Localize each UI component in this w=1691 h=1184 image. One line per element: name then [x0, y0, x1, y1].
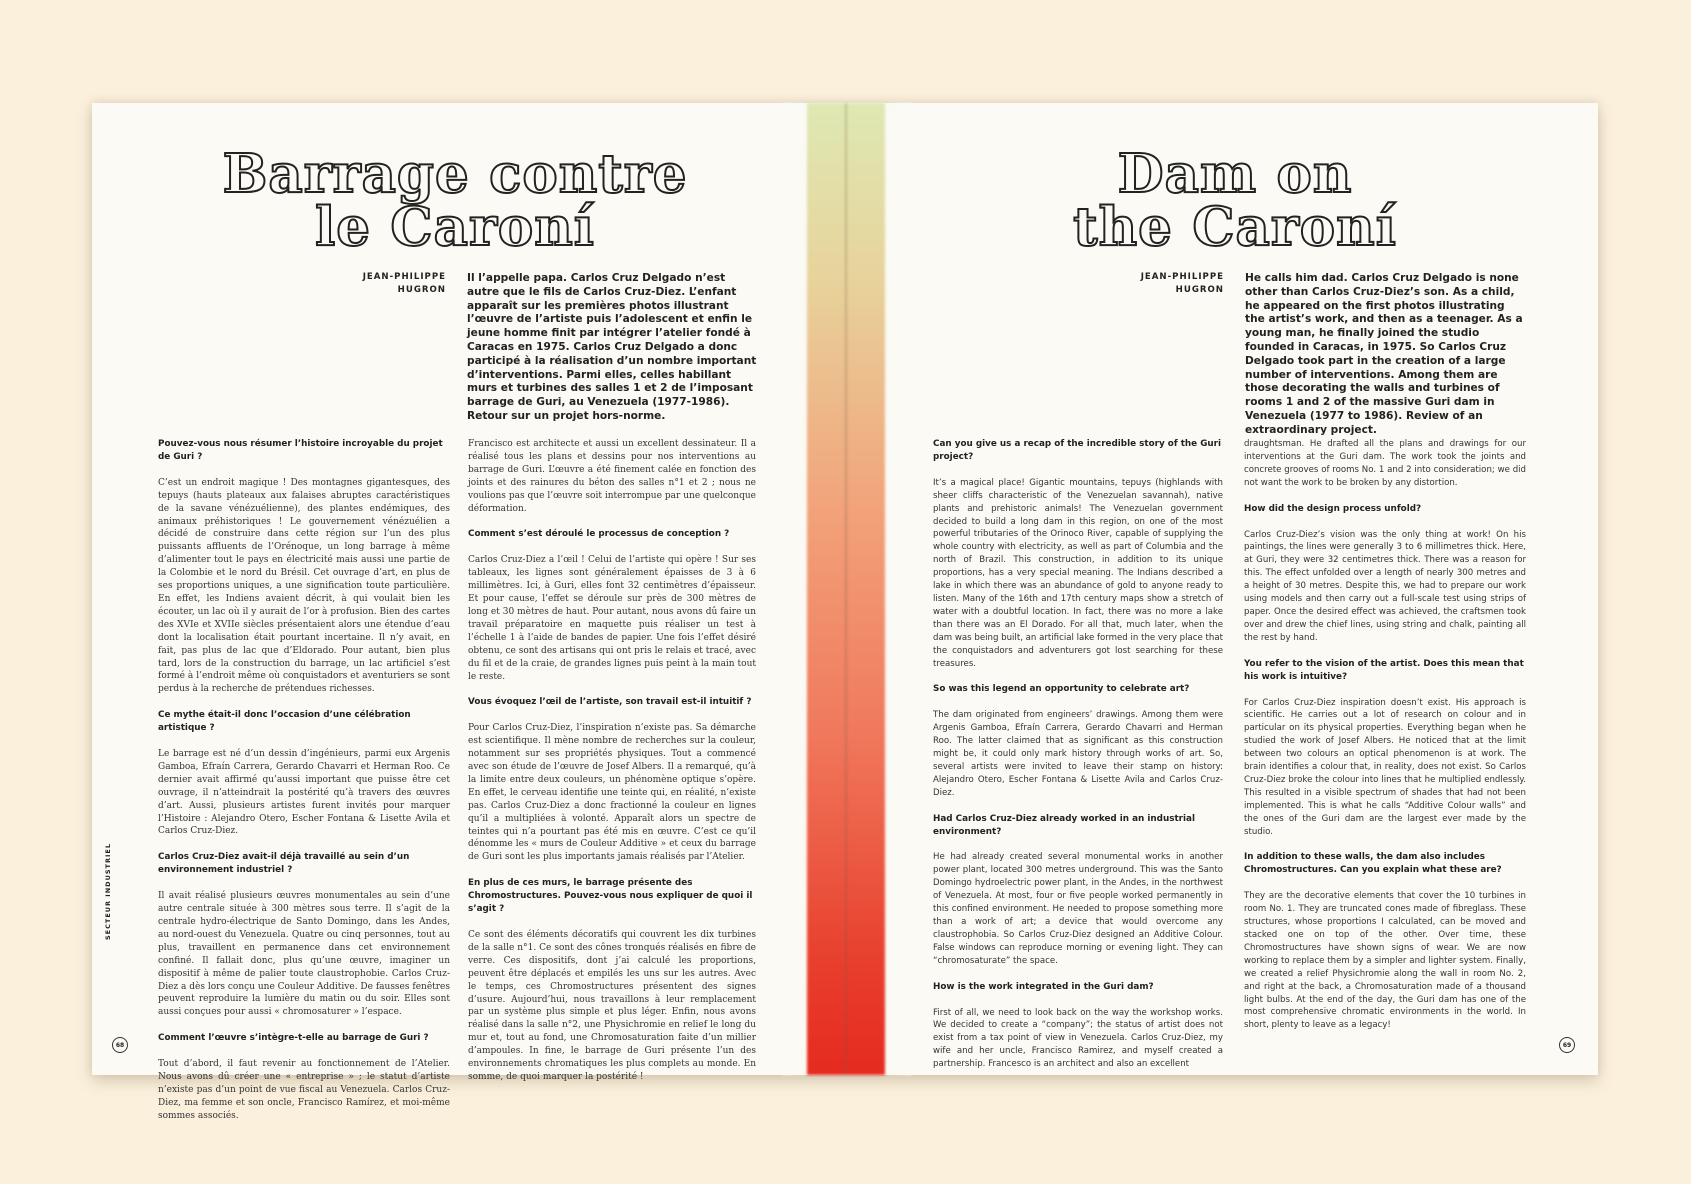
interview-answer: They are the decorative elements that cover the 10 turbines in room No. 1. They are truncated cones made of fibreglass. These structures, whose proportions I calculated, can be moved and stacked one on top of the other. Over time, these Chromostructures have shown signs of wear. We are now working to replace them by a simpler and lighter system. Finally, we created a relief Physichromie along the wall in room No. 2, and right at the back, a Chromosaturation made of a thousand light bulbs. At the end of the day, the Guri dam has one of the most comprehensive chromatic environments in the world. In short, plenty to leave as a legacy!: [1244, 891, 1526, 1031]
right-column-1: [933, 438, 1223, 1070]
byline-last-name: HUGRON: [397, 285, 446, 295]
interview-question: So was this legend an opportunity to celebrate art?: [933, 684, 1190, 695]
interview-answer: Carlos Cruz-Diez’s vision was the only thing at work! On his paintings, the lines were generally 3 to 6 millimetres thick. Here, at Guri, they were 32 centimetres thick. There was a reason for this. The effect unfolded over a length of nearly 300 metres and a height of 30 metres. Despite this, we had to prepare our work using models and then carry out a full-scale test using strips of paper. Once the desired effect was achieved, the craftsmen took over and drew the chief lines, using string and chalk, painting all the rest by hand.: [1244, 529, 1526, 643]
interview-answer: Le barrage est né d’un dessin d’ingénieurs, parmi eux Argenis Gamboa, Efraín Carrera, Gerardo Chavarri et Herman Roo. Ce dernier avait affirmé qu’aussi important que puisse être cet ouvrage, il n’atteindrait la postérité qu’à travers des œuvres d’art. Aussi, plusieurs artistes furent invités pour marquer l’Histoire : Alejandro Otero, Escher Fontana & Lisette Avila et Carlos Cruz-Diez.: [158, 749, 450, 837]
left-intro: Il l’appelle papa. Carlos Cruz Delgado n’est autre que le fils de Carlos Cruz-Diez. L’enfant apparaît sur les premières photos illustrant l’œuvre de l’artiste puis l’adolescent et enfin le jeune homme finit par intégrer l’atelier fondé à Caracas en 1975. Carlos Cruz Delgado a donc participé à la réalisation d’un nombre important d’interventions. Parmi elles, celles habillant murs et turbines des salles 1 et 2 de l’imposant barrage de Guri, au Venezuela (1977-1986). Retour sur un projet hors-norme.: [467, 272, 757, 422]
section-label: SECTEUR INDUSTRIEL: [104, 843, 112, 940]
interview-question: In addition to these walls, the dam also includes Chromostructures. Can you explain what these are?: [1244, 852, 1502, 876]
right-column-2: [1244, 438, 1526, 1036]
left-column-1: [158, 438, 451, 1121]
interview-question: Ce mythe était-il donc l’occasion d’une célébration artistique ?: [158, 710, 411, 734]
interview-answer: He had already created several monumental works in another power plant, located 300 metres underground. This was the Santo Domingo hydroelectric power plant, in the Andes, in the northwest of Venezuela. At most, four or five people worked permanently in this confined environment. He needed to propose something more than a work of art; a device that would overcome any claustrophobia. So Carlos Cruz-Diez designed an Additive Colour. False windows can reproduce morning or evening light. They can “chromosaturate” the space.: [933, 852, 1223, 966]
interview-answer: The dam originated from engineers’ drawings. Among them were Argenis Gamboa, Efraín Carrera, Gerardo Chavarri and Herman Roo. The latter claimed that as significant as this construction might be, it could only mark history through works of art. So, several artists were invited to leave their stamp on history: Alejandro Otero, Escher Fontana & Lisette Avila and Carlos Cruz-Diez.: [933, 710, 1223, 798]
right-byline: [1108, 271, 1224, 297]
interview-answer: Francisco est architecte et aussi un excellent dessinateur. Il a réalisé tous les plans et dessins pour nos interventions au barrage de Guri. L’œuvre a été finement calée en fonction des joints et des rainures du béton des salles n°1 et 2 ; nous ne voulions pas que l’œuvre soit interrompue par une quelconque déformation.: [468, 439, 756, 514]
interview-question: Can you give us a recap of the incredible story of the Guri project?: [933, 439, 1222, 462]
interview-question: You refer to the vision of the artist. Does this mean that his work is intuitive?: [1244, 658, 1524, 682]
interview-question: Comment s’est déroulé le processus de conception ?: [468, 529, 730, 540]
left-title: [160, 143, 750, 258]
right-title-line-2: the Caroní: [1073, 196, 1397, 258]
interview-answer: First of all, we need to look back on the way the workshop works. We decided to create a “company”; the status of artist does not exist from a tax point of view in Venezuela. Carlos Cruz-Diez, my wife and her uncle, Francisco Ramirez, and myself created a partnership. Francesco is an architect and also an excellent: [933, 1007, 1223, 1070]
interview-answer: Il avait réalisé plusieurs œuvres monumentales au sein d’une autre centrale située à 300 mètres sous terre. Il s’agit de la centrale hydro-électrique de Santo Domingo, dans les Andes, au nord-ouest du Venezuela. Quatre ou cinq personnes, tout au plus, travaillent en permanence dans cet environnement confiné. Il fallait donc, plus qu’une œuvre, imaginer un dispositif à même de palier toute claustrophobie. Carlos Cruz-Diez a dès lors conçu une Couleur Additive. De fausses fenêtres peuvent reproduire la lumière du matin ou du soir. Elles sont aussi conçues pour aussi « chromosaturer » l’espace.: [158, 891, 451, 1018]
interview-question: Comment l’œuvre s’intègre-t-elle au barrage de Guri ?: [158, 1033, 429, 1044]
page-number-right: 69: [1559, 1037, 1575, 1053]
interview-answer: Pour Carlos Cruz-Diez, l’inspiration n’existe pas. Sa démarche est scientifique. Il mène nombre de recherches sur la couleur, notamment sur ses propriétés physiques. Tout a commencé avec son étude de l’œuvre de Josef Albers. Il a remarqué, qu’à la limite entre deux couleurs, un phénomène optique s’opère. En effet, le cerveau identifie une teinte qui, en réalité, n’existe pas. Carlos Cruz-Diez a donc fractionné la couleur en lignes qu’il a multipliées à volonté. Apparaît alors un spectre de teintes qui n’a pourtant pas été mis en œuvre. C’est ce qu’il dénomme les « murs de Couleur Additive » et ceux du barrage de Guri sont les plus importants jamais réalisés par l’Atelier.: [468, 723, 756, 863]
left-title-line-1: Barrage contre: [222, 143, 688, 205]
interview-answer: Tout d’abord, il faut revenir au fonctionnement de l’Atelier. Nous avons dû créer une « entreprise » ; le statut d’artiste n’existe pas d’un point de vue fiscal au Venezuela. Carlos Cruz-Diez, ma femme et son oncle, Francisco Ramírez, et moi-même sommes associés.: [158, 1059, 450, 1121]
interview-answer: draughtsman. He drafted all the plans and drawings for our interventions at the Guri dam. The work took the joints and concrete grooves of rooms No. 1 and 2 into consideration; we did not want the work to be broken by any distortion.: [1244, 439, 1526, 488]
byline-first-name: JEAN-PHILIPPE: [362, 272, 446, 282]
right-title-line-1: Dam on: [1117, 143, 1353, 205]
interview-question: How is the work integrated in the Guri dam?: [933, 981, 1154, 992]
interview-question: How did the design process unfold?: [1244, 503, 1422, 514]
right-title: [1010, 143, 1460, 258]
interview-answer: It’s a magical place! Gigantic mountains, tepuys (highlands with sheer cliffs characteristic of the Venezuelan savannah), native plants and prehistoric animals! The Venezuelan government decided to build a long dam in this region, on one of the most powerful tributaries of the Orinoco River, capable of supplying the whole country with electricity, as well as part of Columbia and the north of Brazil. This construction, in addition to its unique proportions, has a very special meaning. The Indians described a lake in which there was an abundance of gold to anyone ready to listen. Many of the 16th and 17th century maps show a stretch of water with a doubtful location. In fact, there was no more a lake than there was an El Dorado. For all that, much later, when the dam was being built, an artificial lake formed in the very place that the conquistadors and adventurers got lost searching for these treasures.: [933, 477, 1223, 669]
page-number-left: 68: [112, 1037, 128, 1053]
spine-gradient: [807, 103, 885, 1075]
right-intro: He calls him dad. Carlos Cruz Delgado is none other than Carlos Cruz-Diez’s son. As a child, he appeared on the first photos illustrating the artist’s work, and then as a teenager. As a young man, he finally joined the studio founded in Caracas, in 1975. So Carlos Cruz Delgado took part in the creation of a large number of interventions. Among them are those decorating the walls and turbines of rooms 1 and 2 of the massive Guri dam in Venezuela (1977 to 1986). Review of an extraordinary project.: [1245, 272, 1523, 436]
interview-question: Had Carlos Cruz-Diez already worked in an industrial environment?: [933, 813, 1195, 837]
byline-first-name: JEAN-PHILIPPE: [1140, 272, 1224, 282]
interview-answer: Ce sont des éléments décoratifs qui couvrent les dix turbines de la salle n°1. Ce sont des cônes tronqués réalisés en fibre de verre. Ces dispositifs, dont j’ai calculé les proportions, peuvent être déplacés et empilés les uns sur les autres. Avec le temps, ces Chromostructures présentent des signes d’usure. Aujourd’hui, nous travaillons à leur remplacement par un système plus simple et plus léger. Enfin, nous avons réalisé dans la salle n°2, une Physichromie en relief le long du mur et, tout au fond, une Chromosaturation faite d’un millier d’ampoules. In fine, le barrage de Guri présente l’un des environnements chromatiques les plus complets au monde. En somme, de quoi marquer la postérité !: [468, 930, 756, 1082]
left-column-2: [468, 438, 756, 1082]
interview-question: Vous évoquez l’œil de l’artiste, son travail est-il intuitif ?: [468, 697, 752, 708]
interview-answer: For Carlos Cruz-Diez inspiration doesn’t exist. His approach is scientific. He carries out a lot of research on colour and in particular on its physical properties. Everything began when he studied the work of Josef Albers. He noticed that at the limit between two colours an optical phenomenon is at work. The brain identifies a colour that, in reality, does not exist. So Carlos Cruz-Diez broke the colour into lines that he multiplied endlessly. This resulted in a visible spectrum of shades that had not been implemented. This is what he calls “Additive Colour walls” and the ones of the Guri dam are the largest ever made by the studio.: [1244, 697, 1526, 837]
interview-question: En plus de ces murs, le barrage présente des Chromostructures. Pouvez-vous nous expliquer de quoi il s’agit ?: [468, 878, 753, 915]
left-title-line-2: le Caroní: [315, 196, 595, 258]
spine-seam: [845, 103, 847, 1075]
byline-last-name: HUGRON: [1175, 285, 1224, 295]
interview-answer: Carlos Cruz-Diez a l’œil ! Celui de l’artiste qui opère ! Sur ses tableaux, les lignes sont généralement épaisses de 3 à 6 millimètres. Ici, à Guri, elles font 32 centimètres d’épaisseur. Et pour cause, l’effet se déroule sur près de 300 mètres de long et 30 mètres de haut. Pour autant, nous avons dû faire un travail préparatoire en maquette puis réaliser un test à l’échelle 1 à l’aide de bandes de papier. Une fois l’effet désiré obtenu, ce sont des artisans qui ont pris le relais et tracé, avec du fil et de la craie, de grandes lignes puis peint à la main tout le reste.: [468, 555, 756, 682]
interview-question: Pouvez-vous nous résumer l’histoire incroyable du projet de Guri ?: [158, 439, 443, 462]
interview-question: Carlos Cruz-Diez avait-il déjà travaillé au sein d’un environnement industriel ?: [158, 852, 410, 876]
left-byline: [330, 271, 446, 297]
interview-answer: C’est un endroit magique ! Des montagnes gigantesques, des tepuys (hauts plateaux aux falaises abruptes caractéristiques de la savane vénézuélienne), des plantes endémiques, des animaux préhistoriques ! Le gouvernement vénézuélien a décidé de construire dans cette région sur l’un des plus puissants affluents de l’Orénoque, un long barrage à même d’alimenter tout le pays en électricité mais aussi une partie de la Colombie et le nord du Brésil. Cet ouvrage d’art, en plus de ses proportions uniques, a une signification toute particulière. En effet, les Indiens avaient décrit, à qui voulait bien les écouter, un lac où il y aurait de l’or à profusion. Bien des cartes des XVIe et XVIIe siècles présentaient alors une étendue d’eau dont la localisation était pourtant incertaine. Il n’y avait, en fait, pas plus de lac que d’Eldorado. Pour autant, bien plus tard, lors de la construction du barrage, un lac artificiel s’est formé à l’endroit même où conquistadors et aventuriers se sont perdus à la recherche de prétendues richesses.: [158, 477, 450, 695]
